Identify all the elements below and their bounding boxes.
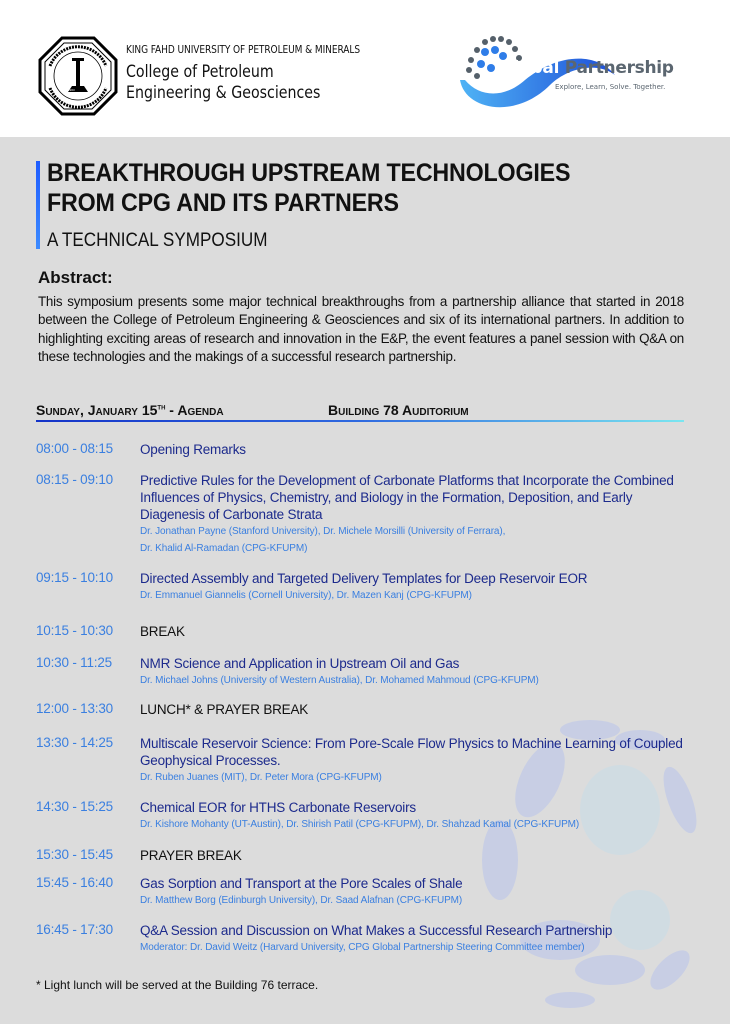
agenda-speakers: Dr. Matthew Borg (Edinburgh University), Dr. Saad Alafnan (CPG-KFUPM) [140, 895, 463, 906]
agenda-date: Sunday, January 15th - Agenda [36, 402, 224, 418]
agenda-location: Building 78 Auditorium [328, 402, 469, 418]
university-name: KING FAHD UNIVERSITY OF PETROLEUM & MINERALS [126, 44, 360, 56]
agenda-time: 08:00 - 08:15 [36, 441, 113, 456]
agenda-topic: Directed Assembly and Targeted Delivery Templates for Deep Reservoir EOR [140, 571, 588, 586]
agenda-time: 14:30 - 15:25 [36, 799, 113, 814]
agenda-topic: Predictive Rules for the Development of Carbonate Platforms that Incorporate the Combined Influences of Physics, Chemistry, and Biology in the Formation, Deposition, and Early Diagenesis of Carbonate Strata [140, 473, 674, 522]
abstract-text: This symposium presents some major technical breakthroughs from a partnership alliance that started in 2018 between the College of Petroleum Engineering & Geosciences and six of its international partners. In addition to highlighting exciting areas of research and innovation in the E&P, the event features a panel session with Q&A on these technologies and the makings of a successful research partnership. [38, 294, 684, 365]
agenda-time: 13:30 - 14:25 [36, 735, 113, 750]
college-name-line1: College of Petroleum [126, 62, 274, 81]
footnote: * Light lunch will be served at the Building 76 terrace. [36, 978, 319, 992]
agenda-speakers: Dr. Emmanuel Giannelis (Cornell University), Dr. Mazen Kanj (CPG-KFUPM) [140, 590, 472, 601]
agenda-topic: Multiscale Reservoir Science: From Pore-Scale Flow Physics to Machine Learning of Coupled Geophysical Processes. [140, 736, 683, 768]
agenda-speakers: Dr. Kishore Mohanty (UT-Austin), Dr. Shirish Patil (CPG-KFUPM), Dr. Shahzad Kamal (CPG-KFUPM) [140, 819, 580, 830]
svg-text:1963: 1963 [68, 88, 75, 92]
college-name-block [126, 44, 398, 103]
agenda-speakers: Dr. Jonathan Payne (Stanford University), Dr. Michele Morsilli (University of Ferrara), [140, 526, 506, 537]
agenda-topic: Opening Remarks [140, 442, 246, 457]
agenda-speakers: Dr. Ruben Juanes (MIT), Dr. Peter Mora (CPG-KFUPM) [140, 772, 382, 783]
agenda-speakers: Dr. Michael Johns (University of Western Australia), Dr. Mohamed Mahmoud (CPG-KFUPM) [140, 675, 539, 686]
global-partnership-title: Global Partnership [500, 58, 674, 78]
kfupm-seal-logo [38, 36, 118, 116]
agenda-time: 15:30 - 15:45 [36, 847, 113, 862]
agenda-time: 15:45 - 16:40 [36, 875, 113, 890]
agenda-time: 12:00 - 13:30 [36, 701, 113, 716]
agenda-time: 09:15 - 10:10 [36, 570, 113, 585]
abstract-heading: Abstract: [38, 268, 113, 287]
header-banner [0, 0, 730, 137]
agenda-topic: NMR Science and Application in Upstream Oil and Gas [140, 656, 460, 671]
college-name-line2: Engineering & Geosciences [126, 83, 321, 102]
agenda-time: 10:30 - 11:25 [36, 655, 112, 670]
agenda-divider [36, 420, 684, 422]
page-title: BREAKTHROUGH UPSTREAM TECHNOLOGIES FROM CPG AND ITS PARTNERS [47, 159, 571, 217]
agenda-time: 10:15 - 10:30 [36, 623, 113, 638]
agenda-topic: BREAK [140, 624, 185, 639]
agenda-topic: PRAYER BREAK [140, 848, 242, 863]
agenda-speakers: Dr. Khalid Al-Ramadan (CPG-KFUPM) [140, 543, 308, 554]
agenda-topic: Gas Sorption and Transport at the Pore Scales of Shale [140, 876, 463, 891]
page-subtitle: A TECHNICAL SYMPOSIUM [47, 230, 268, 251]
global-partnership-tagline: Explore, Learn, Solve. Together. [555, 83, 666, 91]
agenda-topic: Chemical EOR for HTHS Carbonate Reservoirs [140, 800, 416, 815]
agenda-time: 16:45 - 17:30 [36, 922, 113, 937]
agenda-speakers: Moderator: Dr. David Weitz (Harvard University, CPG Global Partnership Steering Committee member) [140, 942, 585, 953]
agenda-time: 08:15 - 09:10 [36, 472, 113, 487]
title-accent-bar [36, 161, 40, 249]
agenda-topic: LUNCH* & PRAYER BREAK [140, 702, 309, 717]
agenda-topic: Q&A Session and Discussion on What Makes a Successful Research Partnership [140, 923, 613, 938]
